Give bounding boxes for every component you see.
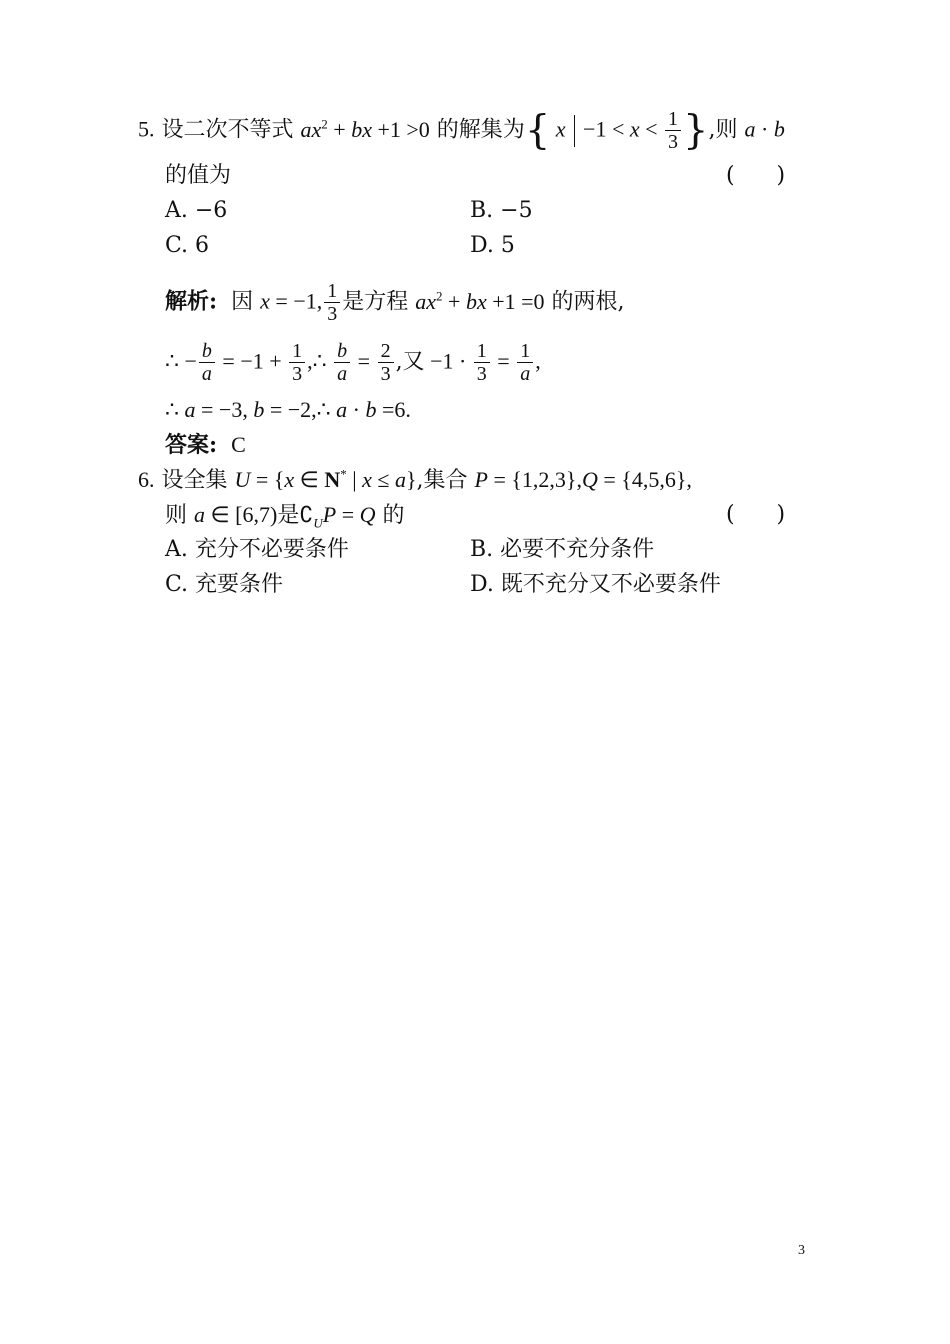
q5-option-b: B. −5 xyxy=(470,198,533,223)
q5-answer-line xyxy=(165,430,246,461)
set-brace-right: } xyxy=(683,107,709,154)
q5-text-c: ,则 xyxy=(708,117,738,143)
fraction-one-over-a: $\frac{1}{a}$ xyxy=(517,340,533,385)
sum-expression: = −1 + xyxy=(216,348,288,374)
answer-value: C xyxy=(231,432,246,457)
equals-sign-2: = xyxy=(491,348,516,374)
q5-option-d: D. 5 xyxy=(470,233,515,258)
q5-stem-line2 xyxy=(165,161,231,191)
q5-product: a · b xyxy=(744,116,785,142)
set-var: x xyxy=(550,116,566,142)
analysis-l1-a: 因 xyxy=(231,289,254,315)
q6-universal-set: U = {x ∈ N* | x ≤ a} xyxy=(234,466,417,492)
q6-option-b: B. 必要不充分条件 xyxy=(470,537,655,562)
q5-option-c: C. 6 xyxy=(165,233,210,258)
q5-text-a: 设二次不等式 xyxy=(161,117,294,143)
q5-option-a: A. −6 xyxy=(165,198,228,223)
q6-sets: P = {1,2,3},Q = {4,5,6}, xyxy=(474,467,692,492)
q6-interval: a ∈ [6,7) xyxy=(194,502,278,527)
q6-number: 6. xyxy=(138,467,155,492)
fraction-one-third-3: $\frac{1}{3}$ xyxy=(474,340,490,385)
q6-text-b: ,集合 xyxy=(416,468,468,493)
analysis-equation: $ax^2$ + bx +1 =0 xyxy=(415,288,545,314)
analysis-roots: x = −1, xyxy=(260,288,323,314)
therefore-sign-2: ,∴ xyxy=(307,348,333,374)
q6-answer-paren: ( ) xyxy=(726,502,786,527)
fraction-b-over-a-2: $\frac{b}{a}$ xyxy=(334,340,350,385)
equals-sign-1: = xyxy=(352,348,376,374)
answer-label: 答案: xyxy=(165,432,218,458)
set-condition: −1 < x < xyxy=(583,116,664,142)
q5-line2: 的值为 xyxy=(165,163,232,188)
q5-analysis-line2: ∴ − $\frac{b}{a}$ = −1 + $\frac{1}{3}$ ,∴ $\frac{b}{a}$ = $\frac{2}{3}$ ,又 −1 · $\frac{1}{3}$ = $\frac{1}{a}$ , xyxy=(165,340,541,385)
q6-line2-c: 的 xyxy=(382,503,405,528)
q6-option-c: C. 充要条件 xyxy=(165,572,284,597)
analysis-l2-mid: ,又 xyxy=(395,349,425,375)
page-number: 3 xyxy=(798,1243,805,1258)
q6-complement: $∁_UP = Q$ xyxy=(299,502,376,531)
analysis-fraction-one-third: $\frac{1}{3}$ xyxy=(324,280,340,325)
q6-line2-b: 是 xyxy=(277,503,300,528)
fraction-one-third-2: $\frac{1}{3}$ xyxy=(289,340,305,385)
fraction-two-thirds: $\frac{2}{3}$ xyxy=(378,340,394,385)
q5-stem-line1 xyxy=(138,108,785,153)
therefore-sign-1: ∴ − xyxy=(165,348,197,374)
fraction-one-third: $\frac{1}{3}$ xyxy=(665,108,681,153)
analysis-l1-b: 是方程 xyxy=(342,289,409,315)
q5-text-b: 的解集为 xyxy=(436,117,525,143)
q6-text-a: 设全集 xyxy=(161,468,228,493)
q6-stem-line1 xyxy=(138,465,692,496)
fraction-b-over-a-1: $\frac{b}{a}$ xyxy=(199,340,215,385)
q5-inequality: $ax^2$ + bx +1 >0 xyxy=(300,116,430,142)
set-bar xyxy=(574,115,576,147)
q5-analysis-line1 xyxy=(165,280,625,325)
analysis-label: 解析: xyxy=(165,288,218,315)
q6-stem-line2 xyxy=(165,500,405,531)
q6-option-a: A. 充分不必要条件 xyxy=(165,537,349,562)
analysis-l1-c: 的两根, xyxy=(551,289,625,315)
q5-analysis-line3 xyxy=(165,395,411,426)
q6-option-d: D. 既不充分又不必要条件 xyxy=(470,572,721,597)
set-brace-left: { xyxy=(524,107,551,154)
q5-number: 5. xyxy=(138,116,155,142)
q5-answer-paren: ( ) xyxy=(726,163,786,188)
q6-line2-a: 则 xyxy=(165,503,188,528)
analysis-result: ∴ a = −3, b = −2,∴ a · b =6. xyxy=(165,397,411,422)
product-expression: −1 · xyxy=(424,348,472,374)
